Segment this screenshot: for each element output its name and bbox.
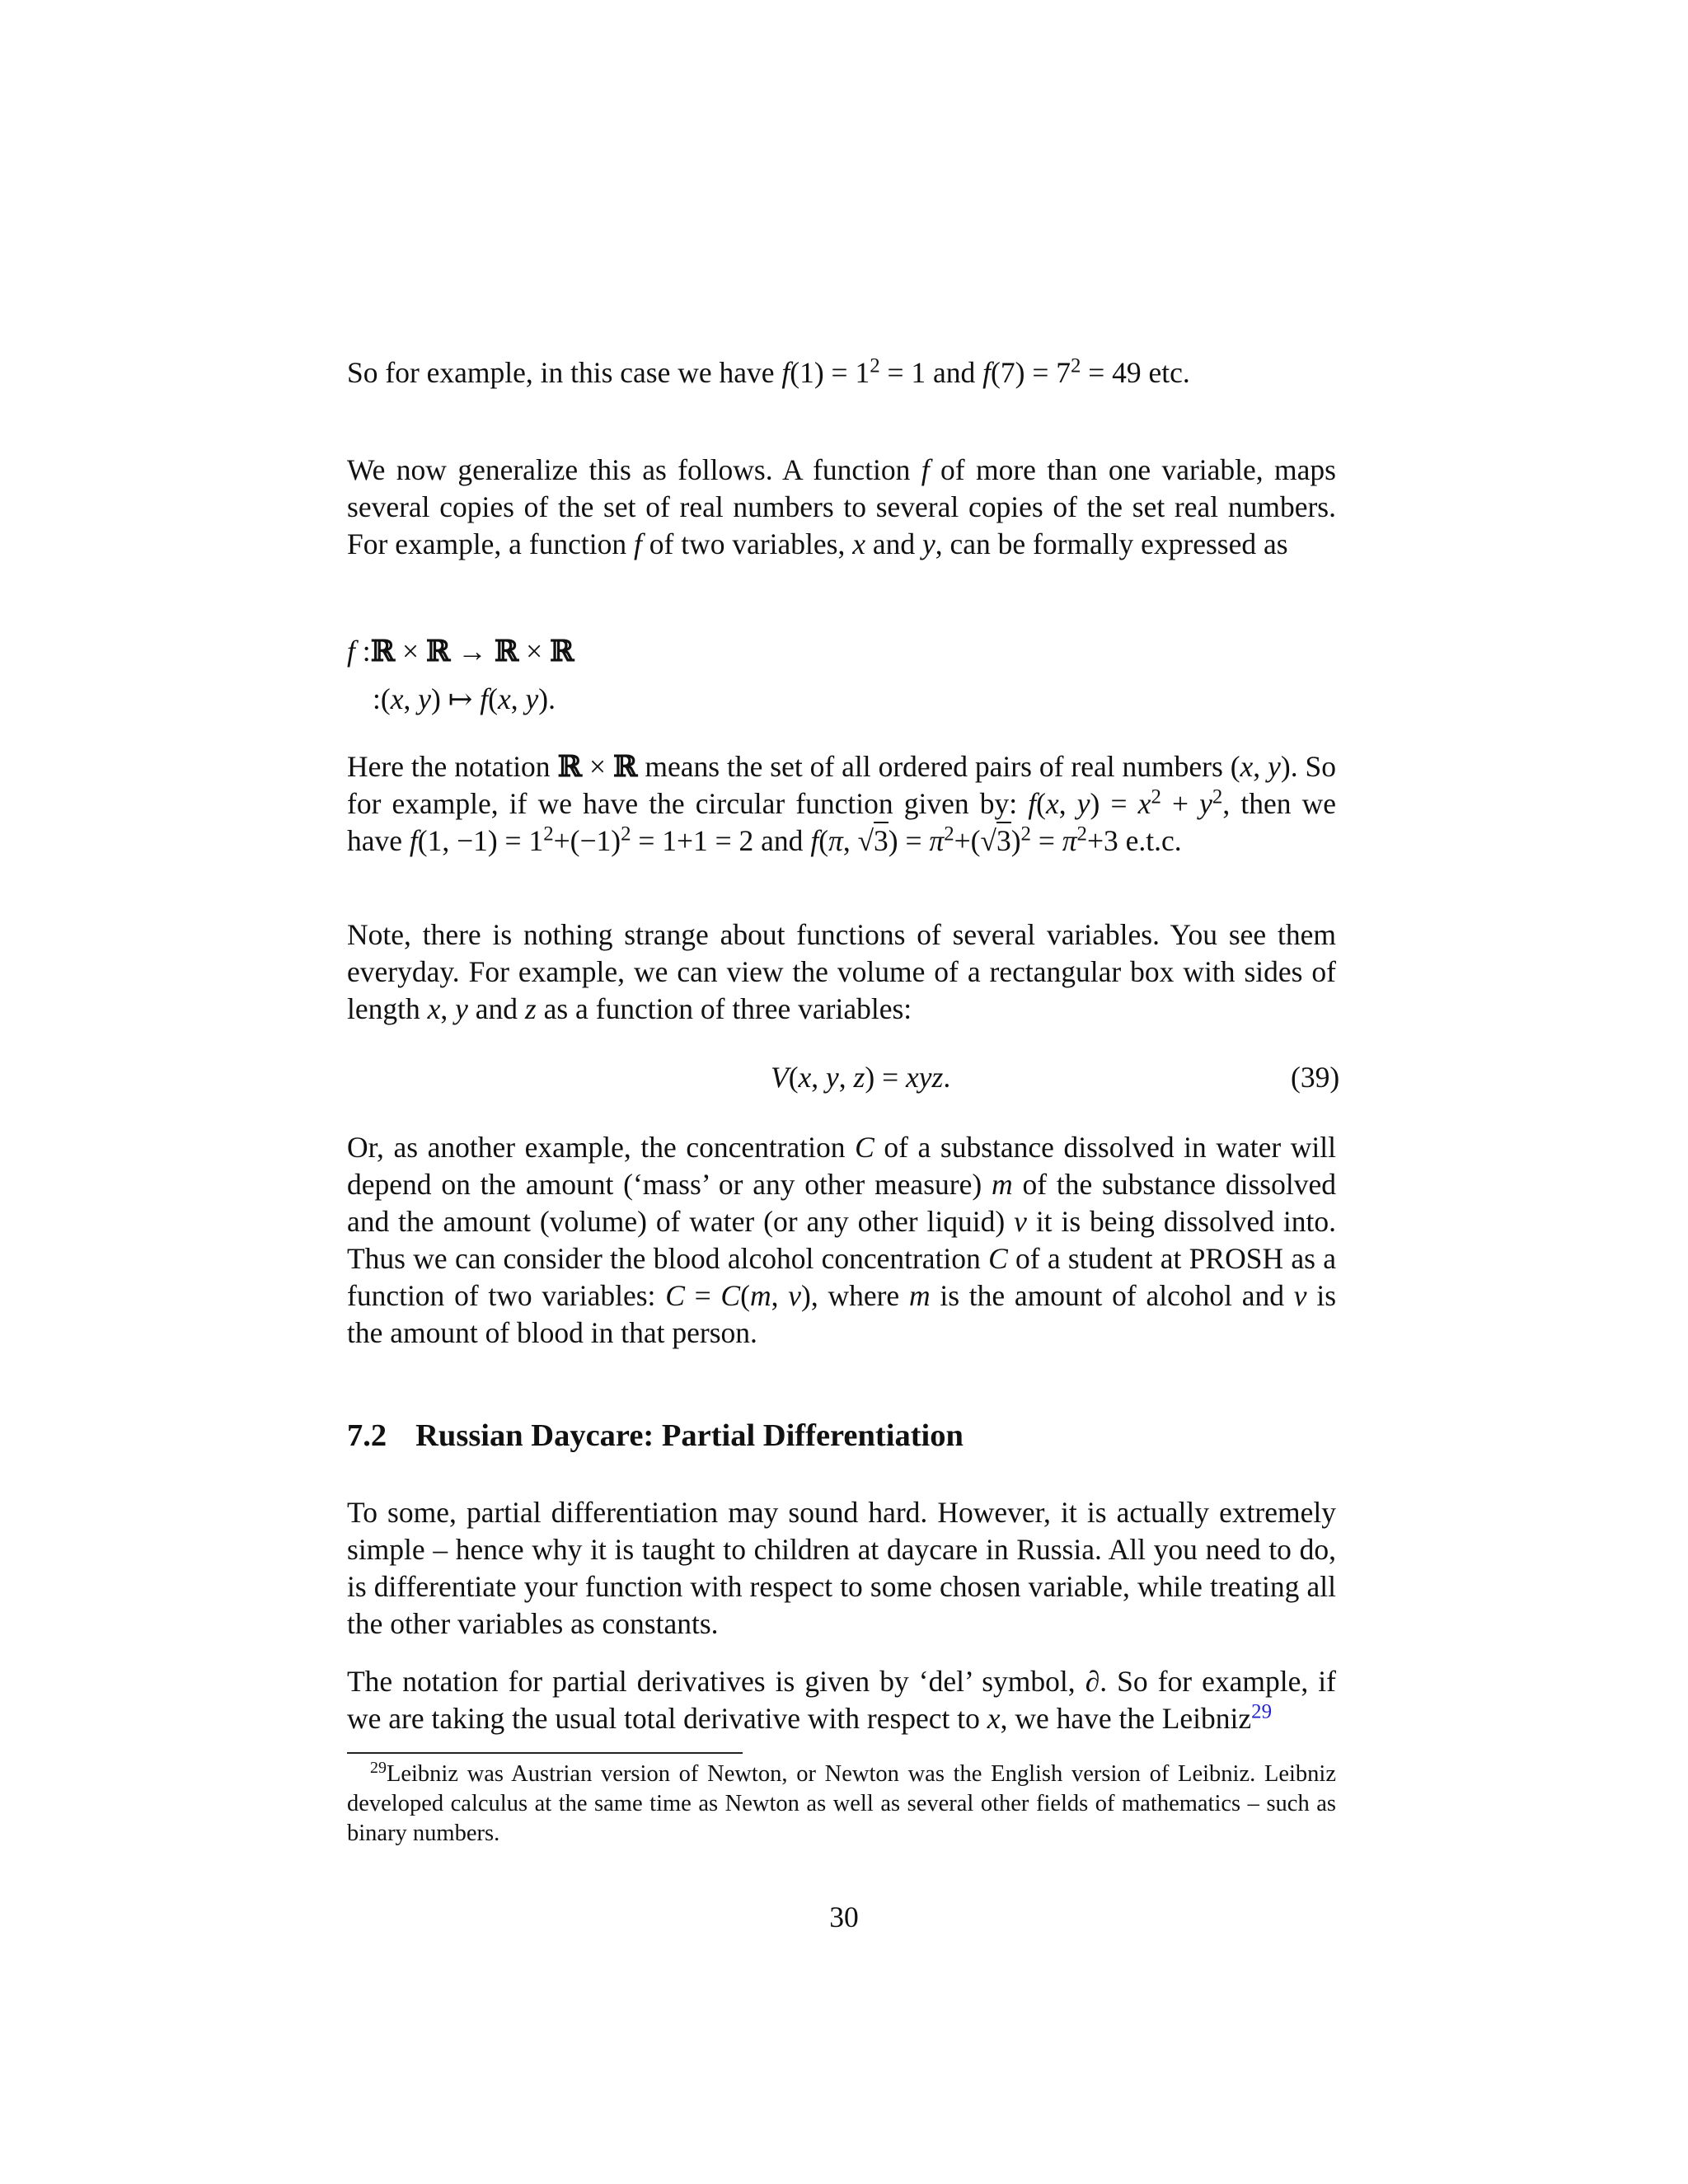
paragraph-concentration: Or, as another example, the concentration C of a substance dissolved in water will depend on the amount (‘mass’ or any other measure) m of the substance dissolved and the amount (volume) of water (or any other liquid) v it is being dissolved into. Thus we can consider the blood alcohol concentration C of a student at PROSH as a function of two variables: C = C(m, v), where m is the amount of alcohol and v is the amount of blood in that person. — [347, 1131, 1337, 1349]
equation-number: (39) — [1291, 1061, 1340, 1094]
footnote-rule — [347, 1752, 743, 1754]
paragraph-del-notation: The notation for partial derivatives is given by ‘del’ symbol, ∂. So for example, if we are taking the usual total derivative with respect to x, we have the Leibniz$^{29}$ — [347, 1665, 1336, 1735]
paragraph-notation: Here the notation ℝ × ℝ means the set of all ordered pairs of real numbers (x, y). So for example, if we have the circular function given by: f(x, $y) = x^2 + y^2$, then we have f(1, $-1) = 1^2+(-1)^2 = 1+1 = 2$ and f(π, $√3) = \pi^2+(√3)^2 = \pi^2+3$ e.t.c. — [347, 750, 1337, 857]
paragraph-function-example: So for example, in this case we have $f(1) = 1^2 = 1$ and $f(7) = 7^2 = 49$ etc. — [347, 354, 1190, 389]
mapping-equation-line-2: :(x, y) ↦ f(x, y). — [373, 682, 556, 715]
mapping-equation-line-1: f :ℝ × ℝ → ℝ × ℝ — [347, 635, 574, 668]
footnote-reference[interactable]: 29 — [1251, 1700, 1272, 1723]
section-heading — [347, 1415, 964, 1456]
section-title: Russian Daycare: Partial Differentiation — [415, 1418, 964, 1453]
paragraph-several-variables: Note, there is nothing strange about functions of several variables. You see them everyday. For example, we can view the volume of a rectangular box with sides of length x, y and z as a function of three variables: — [347, 918, 1336, 1025]
paragraph-generalize: We now generalize this as follows. A function f of more than one variable, maps several copies of the set of real numbers to several copies of the set real numbers. For example, a function f of two variables, x and y, can be formally expressed as — [347, 453, 1336, 560]
section-number: 7.2 — [347, 1418, 387, 1453]
footnote: $^{29}$Leibniz was Austrian version of Newton, or Newton was the English version of Leibniz. Leibniz developed calculus at the same time as Newton as well as several other fields of mathematics – such as binary numbers. — [347, 1759, 1336, 1846]
footnote-mark: 29 — [370, 1759, 387, 1778]
volume-equation: V(x, y, z) = xyz. — [771, 1061, 951, 1094]
page-number: 30 — [829, 1900, 859, 1933]
paragraph-partial-intro: To some, partial differentiation may sound hard. However, it is actually extremely simple – hence why it is taught to children at daycare in Russia. All you need to do, is differentiate your function with respect to some chosen variable, while treating all the other variables as constants. — [347, 1496, 1336, 1640]
